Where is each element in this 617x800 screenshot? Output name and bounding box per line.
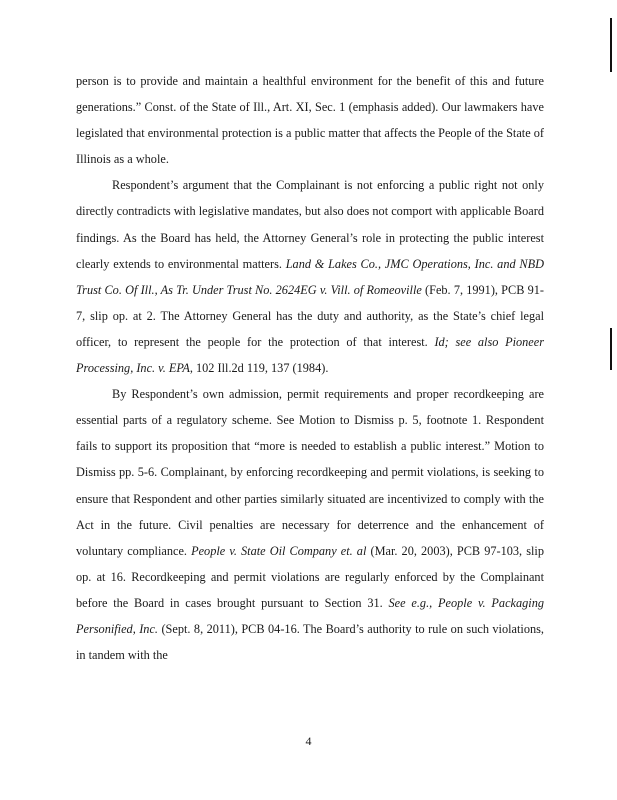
citation-italic: Id; see also Pioneer Processing, Inc. v. EPA xyxy=(76,334,545,376)
text-run: (Sept. 8, 2011), PCB 04-16. The Board’s authority to rule on such violations, in tandem with the xyxy=(76,621,544,663)
text-run: Respondent’s argument that the Complainant is not enforcing a public right not only directly contradicts with legislative mandates, but also does not comport with applicable Board findings. As the Board has held, the Attorney General’s role in protecting the public interest clearly extends to environmental matters. xyxy=(76,178,544,271)
text-run: (Mar. 20, 2003), PCB 97-103, slip op. at 16. Recordkeeping and permit violations are regularly enforced by the Complainant before the Board in cases brought pursuant to Section 31. xyxy=(76,543,544,610)
page-number: 4 xyxy=(305,734,312,748)
scan-margin-mark xyxy=(610,18,612,72)
citation-italic: People v. State Oil Company et. al xyxy=(191,543,367,558)
citation-italic: See e.g., People v. Packaging Personified, Inc. xyxy=(76,595,544,636)
text-run: (Feb. 7, 1991), PCB 91-7, slip op. at 2. The Attorney General has the duty and authority, as the State’s chief legal officer, to represent the people for the protection of that interest. xyxy=(76,282,545,349)
body-text xyxy=(76,68,544,668)
paragraph xyxy=(76,68,544,172)
paragraph xyxy=(76,172,544,381)
citation-italic: Land & Lakes Co., JMC Operations, Inc. and NBD Trust Co. Of Ill., As Tr. Under Trust No. 2624EG v. Vill. of Romeoville xyxy=(76,256,544,297)
scan-margin-mark xyxy=(610,328,612,370)
text-run: person is to provide and maintain a healthful environment for the benefit of this and future generations.” Const. of the State of Ill., Art. XI, Sec. 1 (emphasis added). Our lawmakers have legislated that environmental protection is a public matter that affects the People of the State of Illinois as a whole. xyxy=(76,74,544,167)
text-run: By Respondent’s own admission, permit requirements and proper recordkeeping are essential parts of a regulatory scheme. See Motion to Dismiss p. 5, footnote 1. Respondent fails to support its proposition that “more is needed to establish a public interest.” Motion to Dismiss pp. 5-6. Complainant, by enforcing recordkeeping and permit violations, is seeking to ensure that Respondent and other parties similarly situated are incentivized to comply with the Act in the future. Civil penalties are necessary for deterrence and the enhancement of voluntary compliance. xyxy=(76,387,544,558)
paragraph xyxy=(76,381,544,668)
text-run: , 102 Ill.2d 119, 137 (1984). xyxy=(189,361,329,376)
